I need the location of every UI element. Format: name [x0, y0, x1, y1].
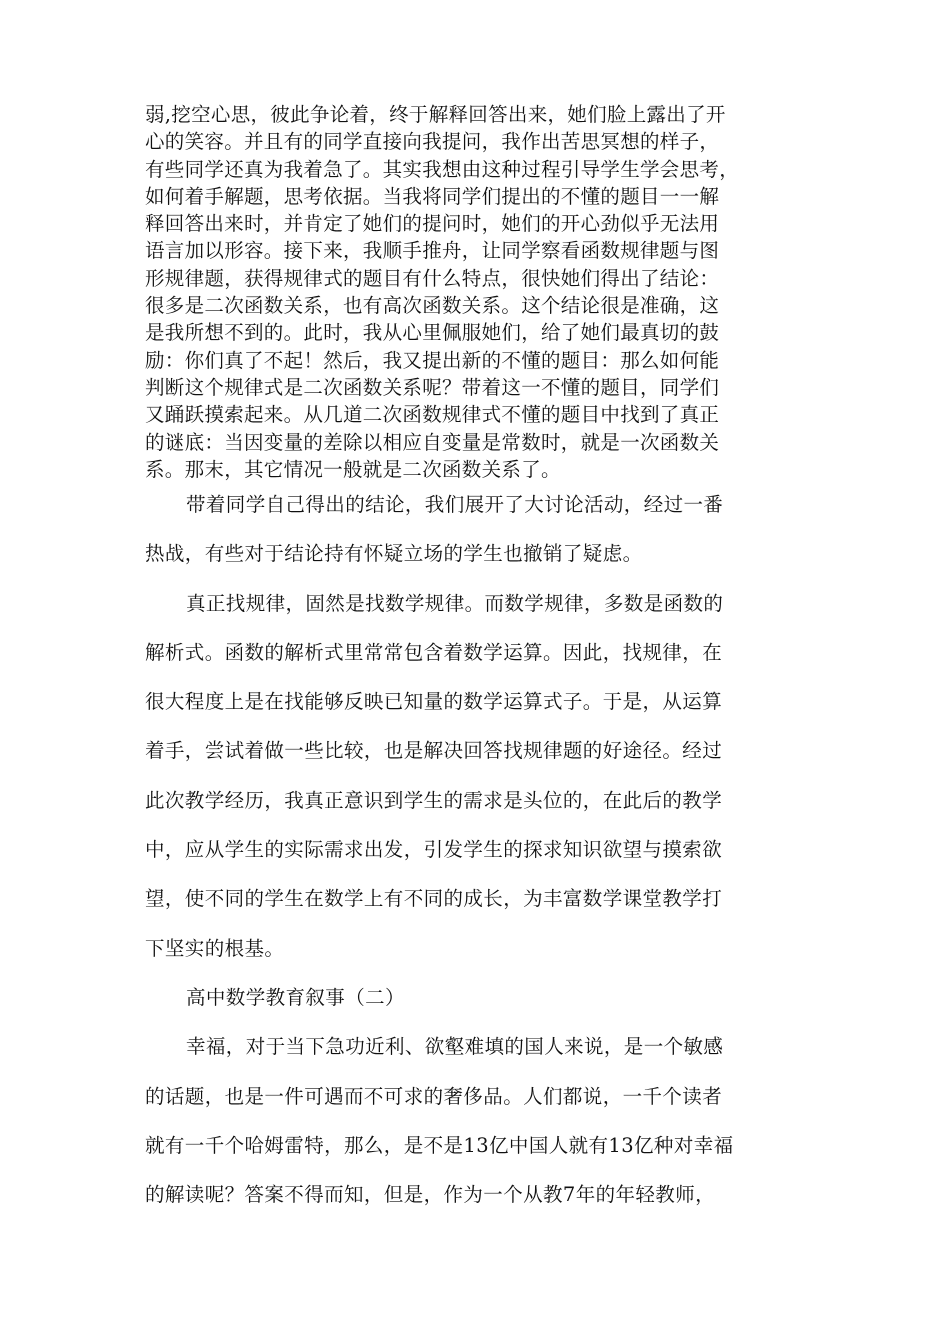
text-line: 很大程度上是在找能够反映已知量的数学运算式子。于是，从运算: [145, 690, 723, 714]
body-text: [145, 480, 813, 1219]
text-line: 弱,挖空心思，彼此争论着，终于解释回答出来，她们脸上露出了开: [145, 103, 726, 126]
text-line: 释回答出来时，并肯定了她们的提问时，她们的开心劲似乎无法用: [145, 212, 720, 236]
text-line: 是我所想不到的。此时，我从心里佩服她们，给了她们最真切的鼓: [145, 321, 720, 345]
text-line: 系。那末，其它情况一般就是二次函数关系了。: [145, 457, 561, 481]
text-line: 的话题，也是一件可遇而不可求的奢侈品。人们都说，一千个读者: [145, 1084, 723, 1108]
text-line: 心的笑容。并且有的同学直接向我提问，我作出苦思冥想的样子，: [145, 130, 720, 154]
section-title-text: 高中数学教育叙事（二）: [186, 985, 405, 1009]
text-line: 解析式。函数的解析式里常常包含着数学运算。因此，找规律，在: [145, 640, 723, 664]
text-line: 下坚实的根基。: [145, 936, 285, 960]
dense-paragraph: [145, 101, 813, 483]
text-line: 带着同学自己得出的结论，我们展开了大讨论活动，经过一番: [186, 493, 724, 516]
paragraph: [145, 1022, 813, 1219]
text-line: 热战，有些对于结论持有怀疑立场的学生也撤销了疑虑。: [145, 542, 643, 566]
text-line: 幸福，对于当下急功近利、欲壑难填的国人来说，是一个敏感: [186, 1035, 724, 1059]
text-line: 如何着手解题，思考依据。当我将同学们提出的不懂的题目一一解: [145, 184, 720, 208]
text-line: 的谜底：当因变量的差除以相应自变量是常数时，就是一次函数关: [145, 430, 720, 454]
text-line: 中，应从学生的实际需求出发，引发学生的探求知识欲望与摸索欲: [145, 838, 723, 862]
text-line: 语言加以形容。接下来，我顺手推舟，让同学察看函数规律题与图: [145, 239, 720, 263]
paragraph: [145, 579, 813, 973]
text-line: 此次教学经历，我真正意识到学生的需求是头位的，在此后的教学: [145, 788, 723, 812]
text-line: 就有一千个哈姆雷特，那么，是不是13亿中国人就有13亿种对幸福: [145, 1133, 734, 1157]
text-line: 又踊跃摸索起来。从几道二次函数规律式不懂的题目中找到了真正: [145, 403, 720, 427]
paragraph: [145, 480, 813, 579]
text-line: 的解读呢？答案不得而知，但是，作为一个从教7年的年轻教师，: [145, 1183, 716, 1207]
text-line: 着手，尝试着做一些比较，也是解决回答找规律题的好途径。经过: [145, 739, 723, 763]
text-line: 真正找规律，固然是找数学规律。而数学规律，多数是函数的: [186, 591, 724, 615]
section-title: [145, 973, 813, 1022]
text-line: 励：你们真了不起！然后，我又提出新的不懂的题目：那么如何能: [145, 348, 720, 372]
text-line: 有些同学还真为我着急了。其实我想由这种过程引导学生学会思考，: [145, 157, 740, 181]
text-line: 判断这个规律式是二次函数关系呢？带着这一不懂的题目，同学们: [145, 375, 720, 399]
text-line: 形规律题，获得规律式的题目有什么特点，很快她们得出了结论：: [145, 266, 720, 290]
text-line: 很多是二次函数关系，也有高次函数关系。这个结论很是准确，这: [145, 294, 720, 318]
text-line: 望，使不同的学生在数学上有不同的成长，为丰富数学课堂教学打: [145, 887, 723, 911]
